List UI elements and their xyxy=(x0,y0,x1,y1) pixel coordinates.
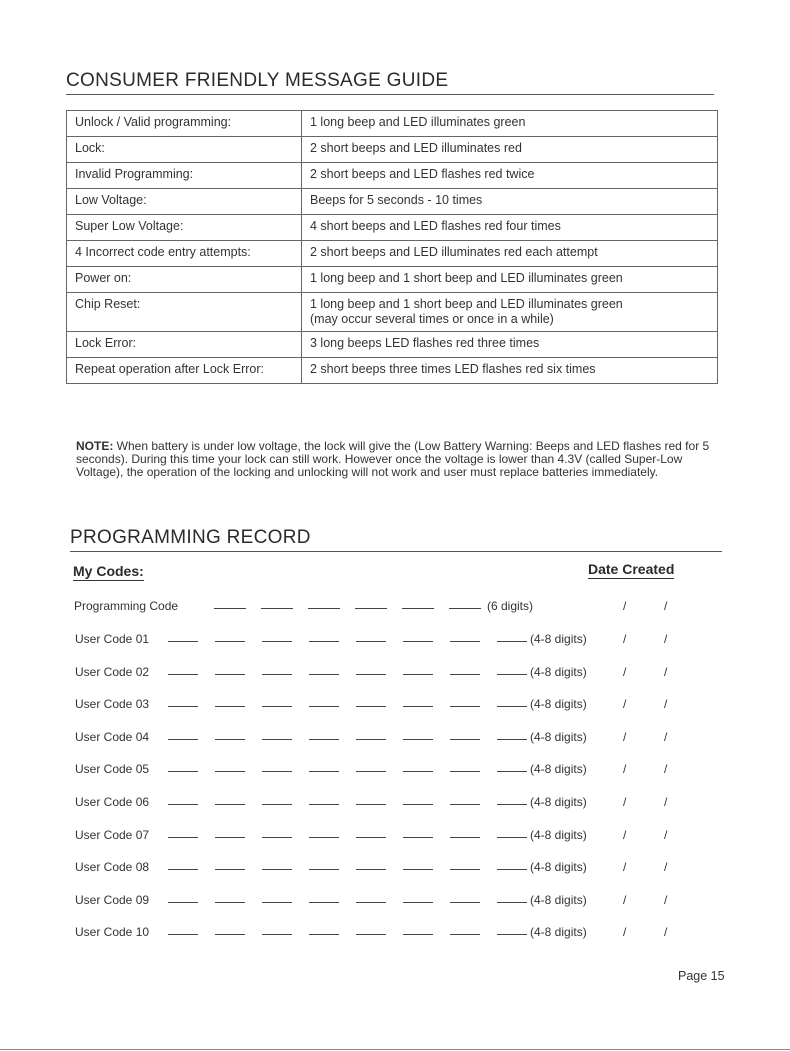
digit-blank[interactable] xyxy=(168,771,198,772)
date-separator: / xyxy=(664,925,668,940)
guide-signal-text: 2 short beeps and LED illuminates red each attempt xyxy=(310,245,598,259)
code-label: User Code 02 xyxy=(75,664,150,679)
guide-signal-cell xyxy=(302,111,718,137)
guide-signal-cell xyxy=(302,241,718,267)
digit-blank[interactable] xyxy=(403,804,433,805)
code-record-row xyxy=(0,630,790,650)
digit-blank[interactable] xyxy=(262,641,292,642)
digit-blank[interactable] xyxy=(168,674,198,675)
digit-blank[interactable] xyxy=(403,641,433,642)
code-record-row xyxy=(0,793,790,813)
digit-blank[interactable] xyxy=(450,804,480,805)
digit-blank[interactable] xyxy=(215,706,245,707)
guide-event-cell: 4 Incorrect code entry attempts: xyxy=(67,241,302,267)
digit-blank[interactable] xyxy=(449,608,481,609)
digit-count-hint: (4-8 digits) xyxy=(530,632,587,646)
date-separator: / xyxy=(664,697,668,712)
digit-blank[interactable] xyxy=(168,869,198,870)
digit-blank[interactable] xyxy=(450,739,480,740)
code-label: User Code 03 xyxy=(75,697,150,712)
digit-count-hint: (4-8 digits) xyxy=(530,697,587,712)
guide-signal-text: 2 short beeps three times LED flashes red six times xyxy=(310,362,596,376)
guide-event-cell: Low Voltage: xyxy=(67,189,302,215)
guide-signal-text: 4 short beeps and LED flashes red four times xyxy=(310,219,561,233)
date-separator: / xyxy=(664,795,668,809)
date-separator: / xyxy=(664,827,668,842)
date-separator: / xyxy=(623,664,627,679)
digit-blank[interactable] xyxy=(168,804,198,805)
guide-signal-cell xyxy=(302,189,718,215)
digit-blank[interactable] xyxy=(168,706,198,707)
guide-signal-text: 2 short beeps and LED illuminates red xyxy=(310,141,522,155)
digit-blank[interactable] xyxy=(215,837,245,838)
message-guide-table xyxy=(66,110,718,384)
my-codes-heading: My Codes: xyxy=(73,563,144,579)
date-separator: / xyxy=(664,762,668,777)
guide-row xyxy=(67,111,718,137)
digit-count-hint: (4-8 digits) xyxy=(530,892,587,907)
code-label: User Code 06 xyxy=(75,795,150,809)
digit-blank[interactable] xyxy=(356,837,386,838)
guide-signal-text: 1 long beep and 1 short beep and LED illuminates green xyxy=(310,271,623,285)
digit-blank[interactable] xyxy=(308,608,340,609)
guide-event-cell: Power on: xyxy=(67,267,302,293)
code-record-row xyxy=(0,923,790,943)
date-separator: / xyxy=(664,632,668,646)
date-separator: / xyxy=(664,599,668,613)
digit-blank[interactable] xyxy=(215,739,245,740)
digit-blank[interactable] xyxy=(356,934,386,935)
digit-blank[interactable] xyxy=(497,902,527,903)
code-label: User Code 01 xyxy=(75,632,150,646)
digit-blank[interactable] xyxy=(403,674,433,675)
digit-count-hint: (4-8 digits) xyxy=(530,762,587,777)
guide-signal-text-line2: (may occur several times or once in a while) xyxy=(310,312,554,326)
digit-blank[interactable] xyxy=(309,804,339,805)
code-label: User Code 08 xyxy=(75,860,150,875)
date-separator: / xyxy=(623,925,627,940)
guide-row xyxy=(67,293,718,332)
digit-blank[interactable] xyxy=(262,739,292,740)
guide-event-cell: Super Low Voltage: xyxy=(67,215,302,241)
digit-blank[interactable] xyxy=(356,869,386,870)
guide-row xyxy=(67,241,718,267)
digit-blank[interactable] xyxy=(356,706,386,707)
code-record-row xyxy=(0,728,790,748)
programming-record-title: PROGRAMMING RECORD xyxy=(70,527,722,552)
date-separator: / xyxy=(623,795,627,809)
digit-blank[interactable] xyxy=(356,641,386,642)
code-record-row xyxy=(0,597,790,617)
digit-blank[interactable] xyxy=(450,771,480,772)
date-separator: / xyxy=(664,860,668,875)
digit-blank[interactable] xyxy=(403,869,433,870)
digit-blank[interactable] xyxy=(497,804,527,805)
digit-count-hint: (4-8 digits) xyxy=(530,729,587,744)
digit-blank[interactable] xyxy=(450,934,480,935)
digit-blank[interactable] xyxy=(450,869,480,870)
guide-event-cell: Unlock / Valid programming: xyxy=(67,111,302,137)
digit-count-hint: (4-8 digits) xyxy=(530,860,587,875)
digit-blank[interactable] xyxy=(403,837,433,838)
digit-blank[interactable] xyxy=(497,869,527,870)
digit-blank[interactable] xyxy=(309,674,339,675)
digit-blank[interactable] xyxy=(262,869,292,870)
digit-blank[interactable] xyxy=(356,739,386,740)
digit-blank[interactable] xyxy=(168,837,198,838)
digit-blank[interactable] xyxy=(356,674,386,675)
digit-blank[interactable] xyxy=(262,934,292,935)
code-label: User Code 10 xyxy=(75,925,150,940)
digit-blank[interactable] xyxy=(497,674,527,675)
digit-blank[interactable] xyxy=(215,771,245,772)
digit-blank[interactable] xyxy=(168,739,198,740)
code-record-row xyxy=(0,826,790,846)
digit-blank[interactable] xyxy=(262,706,292,707)
date-separator: / xyxy=(664,729,668,744)
digit-blank[interactable] xyxy=(497,706,527,707)
digit-blank[interactable] xyxy=(403,902,433,903)
digit-count-hint: (4-8 digits) xyxy=(530,795,587,809)
code-label: User Code 07 xyxy=(75,827,150,842)
code-label: User Code 05 xyxy=(75,762,150,777)
date-separator: / xyxy=(623,892,627,907)
digit-blank[interactable] xyxy=(262,771,292,772)
digit-count-hint: (4-8 digits) xyxy=(530,925,587,940)
guide-signal-cell xyxy=(302,293,718,332)
code-label: User Code 09 xyxy=(75,892,150,907)
digit-blank[interactable] xyxy=(497,641,527,642)
guide-signal-text: 2 short beeps and LED flashes red twice xyxy=(310,167,535,181)
date-separator: / xyxy=(623,632,627,646)
digit-blank[interactable] xyxy=(262,804,292,805)
page-number: Page 15 xyxy=(678,969,725,983)
guide-event-cell: Lock: xyxy=(67,137,302,163)
digit-count-hint: (4-8 digits) xyxy=(530,664,587,679)
digit-blank[interactable] xyxy=(309,641,339,642)
code-record-row xyxy=(0,663,790,683)
digit-blank[interactable] xyxy=(309,771,339,772)
digit-blank[interactable] xyxy=(497,837,527,838)
digit-blank[interactable] xyxy=(402,608,434,609)
code-label: User Code 04 xyxy=(75,729,150,744)
digit-blank[interactable] xyxy=(215,934,245,935)
guide-signal-cell xyxy=(302,137,718,163)
code-label: Programming Code xyxy=(74,599,179,613)
guide-signal-cell xyxy=(302,332,718,358)
digit-blank[interactable] xyxy=(168,934,198,935)
guide-row xyxy=(67,267,718,293)
code-record-row xyxy=(0,891,790,911)
message-guide-title: CONSUMER FRIENDLY MESSAGE GUIDE xyxy=(66,70,714,95)
digit-blank[interactable] xyxy=(403,934,433,935)
date-separator: / xyxy=(664,892,668,907)
guide-signal-cell xyxy=(302,163,718,189)
digit-blank[interactable] xyxy=(356,804,386,805)
digit-blank[interactable] xyxy=(450,837,480,838)
date-separator: / xyxy=(623,729,627,744)
digit-blank[interactable] xyxy=(450,674,480,675)
guide-signal-text: 1 long beep and LED illuminates green xyxy=(310,115,526,129)
guide-signal-cell xyxy=(302,358,718,384)
guide-row xyxy=(67,358,718,384)
date-separator: / xyxy=(664,664,668,679)
digit-count-hint: (4-8 digits) xyxy=(530,827,587,842)
digit-blank[interactable] xyxy=(168,641,198,642)
date-separator: / xyxy=(623,827,627,842)
digit-blank[interactable] xyxy=(355,608,387,609)
digit-blank[interactable] xyxy=(450,706,480,707)
date-separator: / xyxy=(623,762,627,777)
guide-row xyxy=(67,332,718,358)
digit-blank[interactable] xyxy=(262,674,292,675)
guide-signal-text: Beeps for 5 seconds - 10 times xyxy=(310,193,483,207)
code-record-row xyxy=(0,695,790,715)
digit-blank[interactable] xyxy=(356,902,386,903)
guide-signal-text: 1 long beep and 1 short beep and LED illuminates green xyxy=(310,297,623,311)
digit-blank[interactable] xyxy=(309,934,339,935)
digit-blank[interactable] xyxy=(215,804,245,805)
date-separator: / xyxy=(623,697,627,712)
digit-blank[interactable] xyxy=(262,837,292,838)
date-created-heading: Date Created xyxy=(588,561,675,577)
digit-blank[interactable] xyxy=(215,641,245,642)
date-separator: / xyxy=(623,599,627,613)
guide-row xyxy=(67,137,718,163)
digit-blank[interactable] xyxy=(309,706,339,707)
digit-blank[interactable] xyxy=(309,739,339,740)
low-voltage-note xyxy=(76,440,716,479)
guide-event-cell: Repeat operation after Lock Error: xyxy=(67,358,302,384)
digit-blank[interactable] xyxy=(497,771,527,772)
digit-blank[interactable] xyxy=(215,674,245,675)
digit-blank[interactable] xyxy=(450,641,480,642)
guide-signal-cell xyxy=(302,215,718,241)
digit-blank[interactable] xyxy=(497,934,527,935)
digit-blank[interactable] xyxy=(214,608,246,609)
guide-row xyxy=(67,189,718,215)
guide-signal-cell xyxy=(302,267,718,293)
guide-row xyxy=(67,163,718,189)
note-label: NOTE: xyxy=(76,439,114,453)
digit-blank[interactable] xyxy=(262,902,292,903)
guide-event-cell: Chip Reset: xyxy=(67,293,302,332)
guide-event-cell: Invalid Programming: xyxy=(67,163,302,189)
digit-blank[interactable] xyxy=(215,902,245,903)
digit-blank[interactable] xyxy=(309,837,339,838)
footer-rule xyxy=(0,1049,790,1050)
digit-blank[interactable] xyxy=(309,869,339,870)
digit-blank[interactable] xyxy=(168,902,198,903)
digit-blank[interactable] xyxy=(450,902,480,903)
digit-blank[interactable] xyxy=(309,902,339,903)
digit-blank[interactable] xyxy=(403,771,433,772)
code-record-row xyxy=(0,858,790,878)
digit-blank[interactable] xyxy=(261,608,293,609)
digit-blank[interactable] xyxy=(215,869,245,870)
digit-blank[interactable] xyxy=(497,739,527,740)
guide-row xyxy=(67,215,718,241)
digit-blank[interactable] xyxy=(403,706,433,707)
note-text: When battery is under low voltage, the lock will give the (Low Battery Warning: Beeps and LED flashes red for 5 seconds). During this time your lock can still work. However once the voltage is lower than 4.3V (called Super-Low Voltage), the operation of the locking and unlocking will not work and user must replace batteries immediately. xyxy=(76,439,710,479)
date-separator: / xyxy=(623,860,627,875)
guide-signal-text: 3 long beeps LED flashes red three times xyxy=(310,336,540,350)
digit-blank[interactable] xyxy=(356,771,386,772)
guide-event-cell: Lock Error: xyxy=(67,332,302,358)
digit-blank[interactable] xyxy=(403,739,433,740)
digit-count-hint: (6 digits) xyxy=(487,599,534,613)
code-record-row xyxy=(0,760,790,780)
